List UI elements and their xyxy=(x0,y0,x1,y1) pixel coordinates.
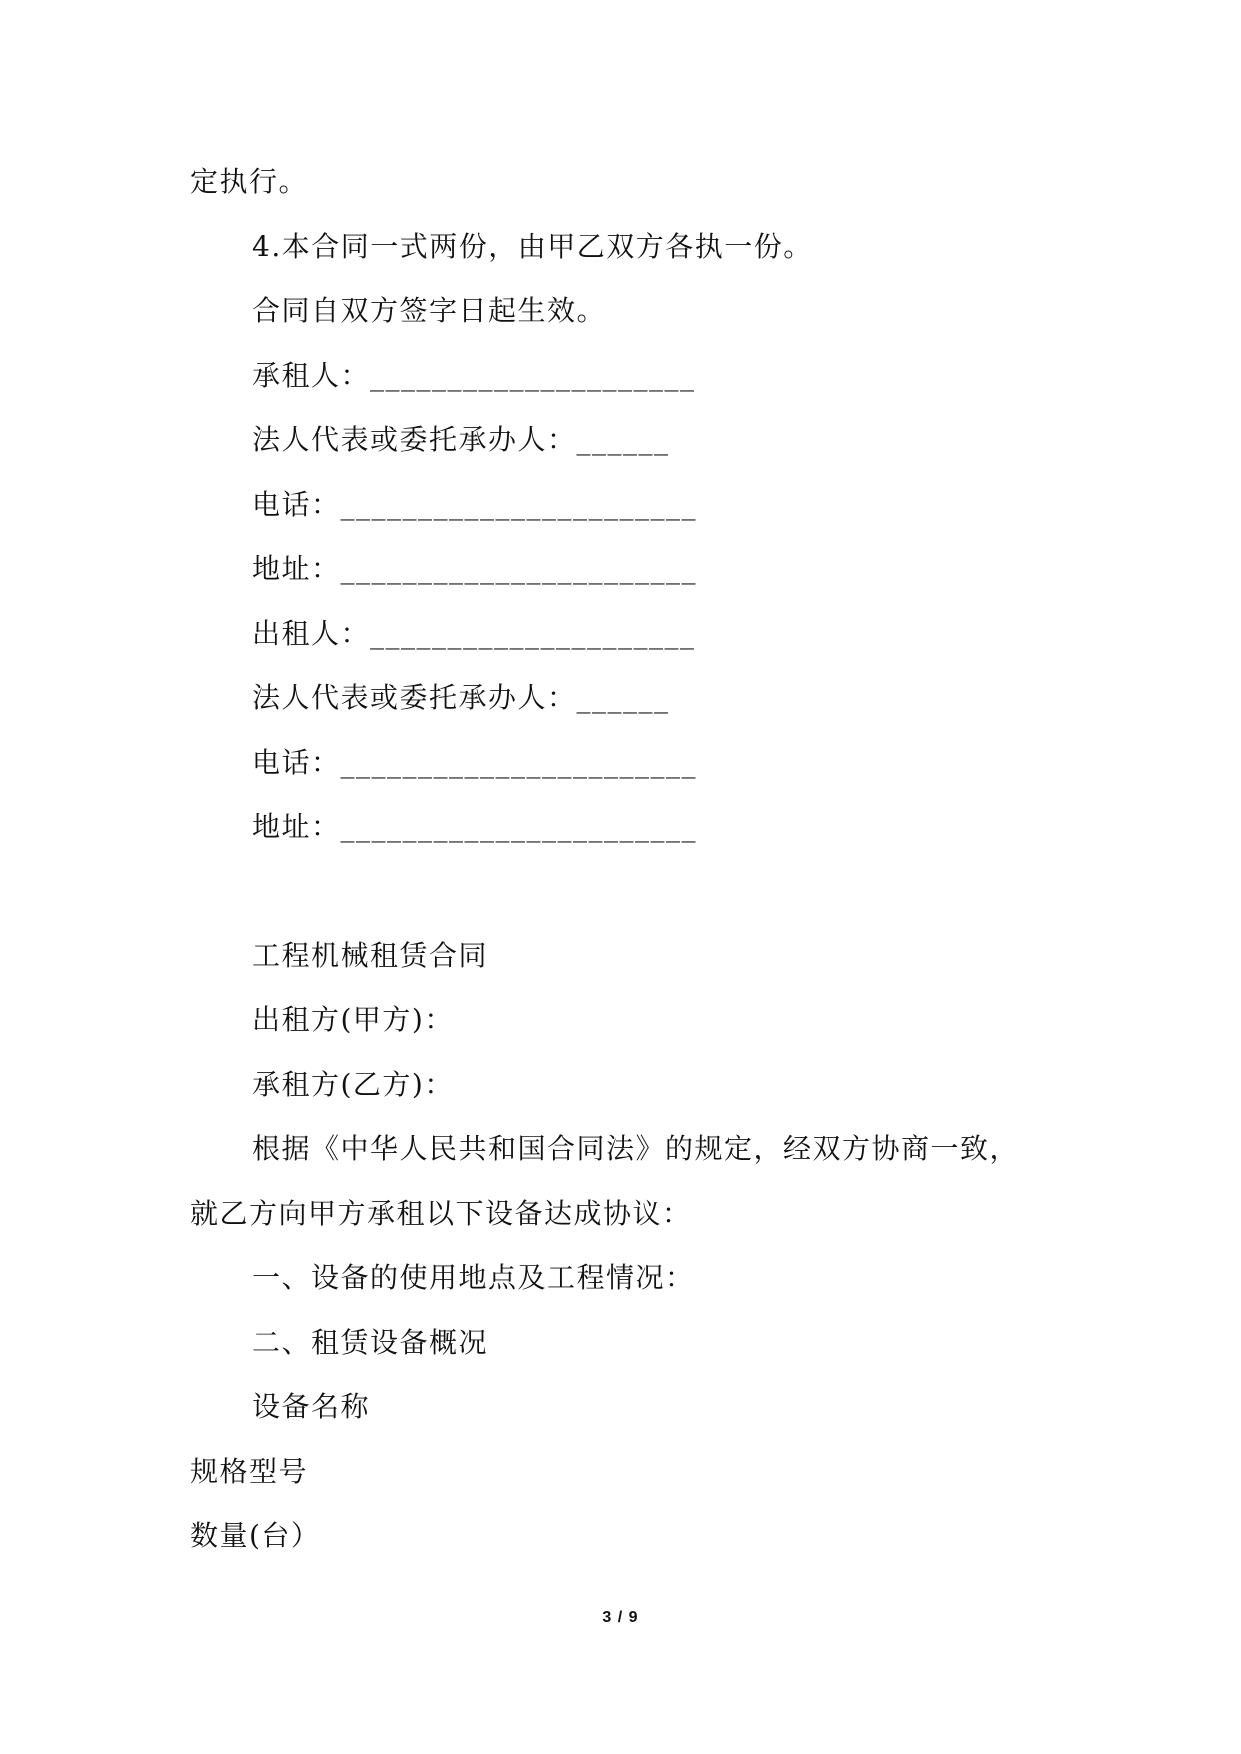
equipment-name-label: 设备名称 xyxy=(252,1390,371,1423)
signature-field-lessee: 承租人：_____________________ xyxy=(252,359,696,392)
text-line: 根据《中华人民共和国合同法》的规定，经双方协商一致， xyxy=(252,1132,1020,1165)
section-heading: 一、设备的使用地点及工程情况： xyxy=(252,1261,695,1294)
signature-field-representative: 法人代表或委托承办人：______ xyxy=(252,423,670,456)
text-line: 就乙方向甲方承租以下设备达成协议： xyxy=(190,1197,692,1230)
signature-field-phone: 电话：_______________________ xyxy=(252,746,698,779)
model-spec-label: 规格型号 xyxy=(190,1455,309,1488)
quantity-label: 数量(台） xyxy=(190,1519,321,1552)
section-heading: 二、租赁设备概况 xyxy=(252,1326,489,1359)
text-line: 定执行。 xyxy=(190,165,309,198)
party-a-line: 出租方(甲方)： xyxy=(252,1003,454,1036)
page-number: 3 / 9 xyxy=(602,1609,639,1626)
signature-field-phone: 电话：_______________________ xyxy=(252,488,698,521)
signature-field-representative: 法人代表或委托承办人：______ xyxy=(252,681,670,714)
signature-field-address: 地址：_______________________ xyxy=(252,810,698,843)
contract-title: 工程机械租赁合同 xyxy=(252,939,489,972)
signature-field-lessor: 出租人：_____________________ xyxy=(252,617,696,650)
text-line: 合同自双方签字日起生效。 xyxy=(252,294,607,327)
signature-field-address: 地址：_______________________ xyxy=(252,552,698,585)
party-b-line: 承租方(乙方)： xyxy=(252,1068,454,1101)
text-line: 4.本合同一式两份，由甲乙双方各执一份。 xyxy=(252,230,813,263)
